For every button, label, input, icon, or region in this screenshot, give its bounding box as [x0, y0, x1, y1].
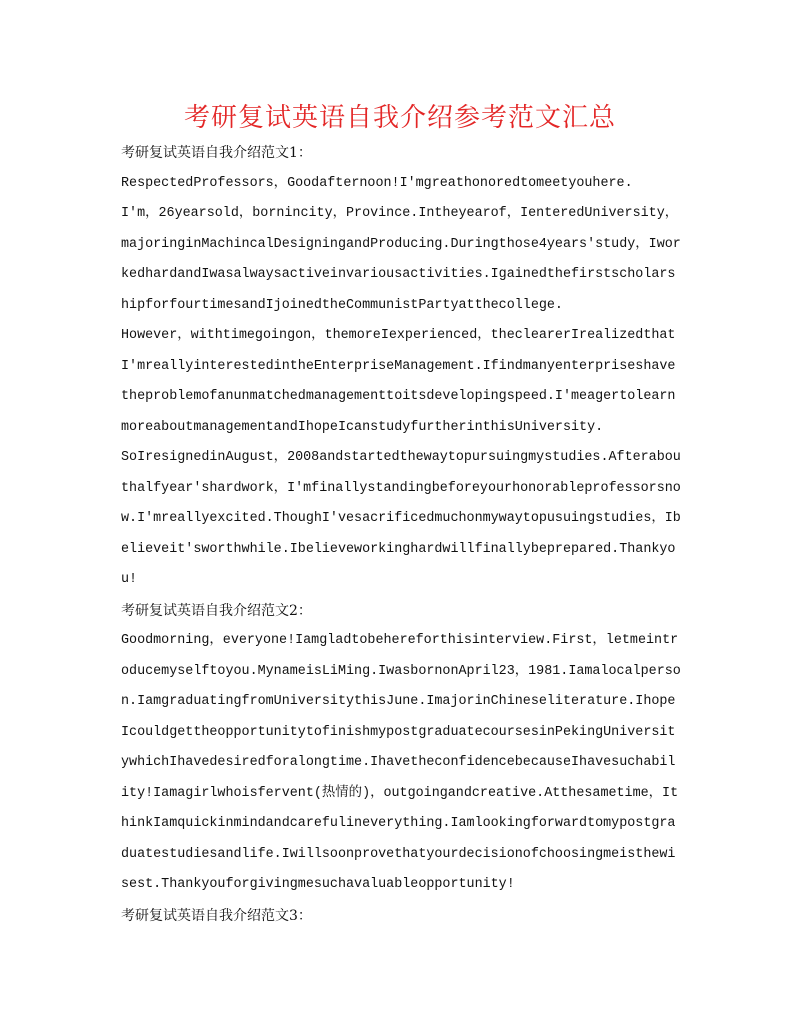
- section-heading: 考研复试英语自我介绍范文1：: [121, 145, 312, 161]
- paragraph: RespectedProfessors，Goodafternoon!I'mgreathonoredtomeetyouhere.: [121, 175, 633, 191]
- document-body: [121, 138, 681, 931]
- document-title: 考研复试英语自我介绍参考范文汇总: [183, 103, 616, 133]
- section-heading: 考研复试英语自我介绍范文2：: [121, 602, 312, 619]
- section-heading: 考研复试英语自我介绍范文3：: [121, 907, 312, 924]
- paragraph: SoIresignedinAugust，2008andstartedthewaytopursuingmystudies.Afterabouthalfyear'shardwork，I'mfinallystandingbeforeyourhonorableprofessorsnow.I'mreallyexcited.ThoughI'vesacrificedmuchonmywaytopusuingstudies，Ibelieveit'sworthwhile.Ibelieveworkinghardwillfinallybeprepared.Thankyou!: [121, 450, 681, 587]
- paragraph: Goodmorning，everyone!Iamgladtobehereforthisinterview.First，letmeintroducemyselftoyou.MynameisLiMing.IwasbornonApril23，1981.Iamalocalperson.IamgraduatingfromUniversitythisJune.ImajorinChineseliterature.IhopeIcouldgettheopportunitytofinishmypostgraduatecoursesinPekingUniversitywhichIhavedesiredforalongtime.IhavetheconfidencebecauseIhavesuchability!Iamagirlwhoisfervent(热情的)，outgoingandcreative.Atthesametime，IthinkIamquickinmindandcarefulineverything.Iamlookingforwardtomypostgraduatestudiesandlife.Iwillsoonprovethatyourdecisionofchoosingmeisthewisest.Thankyouforgivingmesuchavaluableopportunity!: [121, 633, 681, 892]
- paragraph: I'm，26yearsold，bornincity，Province.Intheyearof，IenteredUniversity，majoringinMachincalDesigningandProducing.Duringthose4years'study，IworkedhardandIwasalwaysactiveinvariousactivities.IgainedthefirstscholarshipforfourtimesandIjoinedtheCommunistPartyatthecollege.: [121, 206, 681, 313]
- paragraph: However，withtimegoingon，themoreIexperienced，theclearerIrealizedthatI'mreallyinterestedintheEnterpriseManagement.Ifindmanyenterpriseshavetheproblemofanunmatchedmanagementtoitsdevelopingspeed.I'meagertolearnmoreaboutmanagementandIhopeIcanstudyfurtherinthisUniversity.: [121, 328, 676, 435]
